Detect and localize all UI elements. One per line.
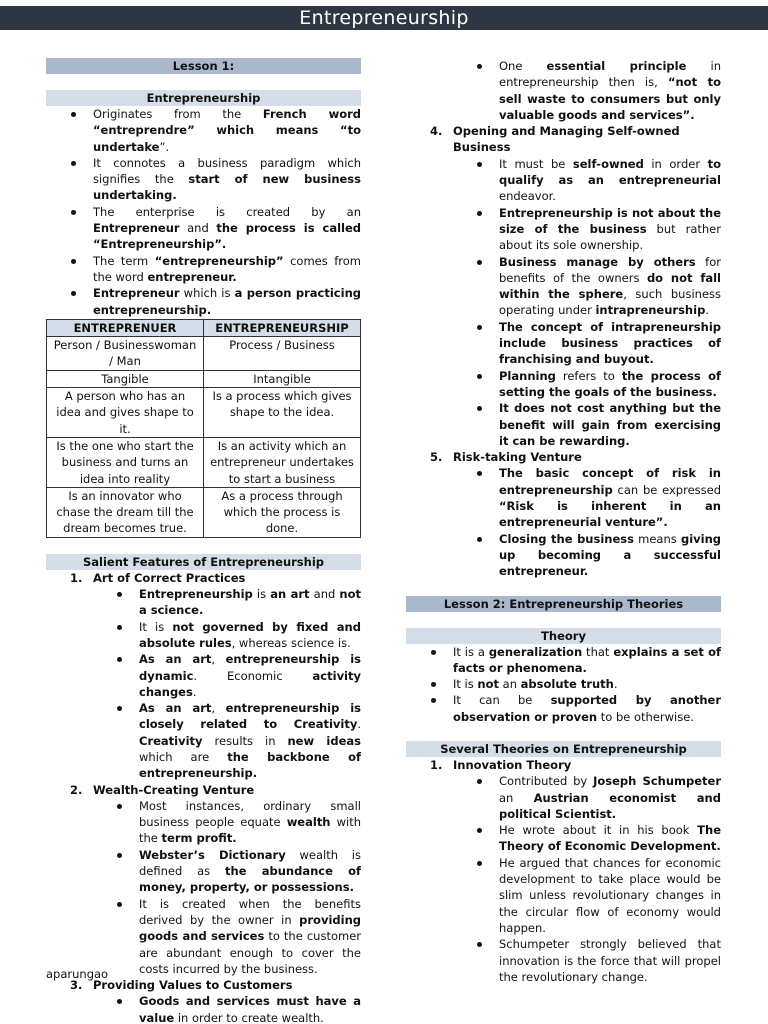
table-cell: Process / Business: [204, 337, 361, 371]
several-theories-heading: Several Theories on Entrepreneurship: [406, 741, 721, 757]
list-item: [93, 570, 361, 782]
right-column: [406, 58, 721, 985]
sub-list: [46, 798, 361, 977]
list-item: It connotes a business paradigm which signifies the start of new business undertaking.: [93, 155, 361, 203]
sub-list: [46, 993, 361, 1024]
list-item: Most instances, ordinary small business people equate wealth with the term profit.: [139, 798, 361, 846]
theories-list: [406, 757, 721, 985]
list-item: Closing the business means giving up becoming a successful entrepreneur.: [499, 531, 721, 579]
list-item: It does not cost anything but the benefit will gain from exercising it can be rewarding.: [499, 401, 721, 448]
list-item: Goods and services must have a value in order to create wealth.: [139, 993, 361, 1024]
table-row: [47, 487, 361, 537]
list-item: The concept of intrapreneurship include business practices of franchising and buyout.: [499, 319, 721, 367]
table-row: [47, 437, 361, 487]
list-item: As an art, entrepreneurship is dynamic. Economic activity changes.: [139, 652, 361, 699]
sub-list: [406, 156, 721, 449]
list-item: It is created when the benefits derived by the owner in providing goods and services to the customer are abundant enough to cover the costs incurred by the business.: [139, 896, 361, 976]
table-header: ENTREPRENEURSHIP: [204, 319, 361, 336]
theory-list: [406, 644, 721, 725]
sub-list: [406, 465, 721, 579]
table-row: [47, 370, 361, 387]
lesson-2-heading: Lesson 2: Entrepreneurship Theories: [406, 596, 721, 612]
list-item: [93, 977, 361, 1024]
comparison-table: [46, 319, 361, 538]
list-item: It is a generalization that explains a set of facts or phenomena.: [453, 644, 721, 675]
list-item: [93, 782, 361, 978]
list-item: It can be supported by another observation or proven to be otherwise.: [453, 693, 721, 724]
list-item: [453, 123, 721, 449]
list-item: He argued that chances for economic development to take place would be slim unless revolutionary changes in the circular flow of economy would happen.: [499, 855, 721, 935]
sub-list: [406, 58, 721, 123]
list-item: [453, 757, 721, 985]
section-title: 2. Wealth-Creating Venture: [93, 782, 361, 798]
salient-features-list: [46, 570, 361, 1024]
salient-features-heading: Salient Features of Entrepreneurship: [46, 554, 361, 570]
list-item: As an art, entrepreneurship is closely related to Creativity. Creativity results in new ideas which are the backbone of entrepreneurship.: [139, 701, 361, 781]
left-column: [46, 58, 361, 1024]
list-item: The term “entrepreneurship” comes from the word entrepreneur.: [93, 253, 362, 284]
list-item: Schumpeter strongly believed that innovation is the force that will propel the revolutionary change.: [499, 937, 721, 984]
list-item: The enterprise is created by an Entrepreneur and the process is called “Entrepreneurship”.: [93, 204, 362, 252]
sub-list: [406, 773, 721, 985]
table-cell: Person / Businesswoman / Man: [47, 337, 204, 371]
list-item: One essential principle in entrepreneurship then is, “not to sell waste to consumers but only valuable goods and services”.: [499, 59, 722, 122]
section-title: 4. Opening and Managing Self-owned Business: [453, 123, 721, 156]
list-item: Webster’s Dictionary wealth is defined as the abundance of money, property, or possessions.: [139, 847, 361, 895]
footer-author: aparungao: [46, 967, 109, 981]
list-item: He wrote about it in his book The Theory of Economic Development.: [499, 823, 721, 854]
table-row: [47, 337, 361, 371]
sub-list: [46, 586, 361, 782]
theory-heading: Theory: [406, 628, 721, 644]
table-cell: Is a process which gives shape to the idea.: [204, 388, 361, 438]
table-cell: Is an innovator who chase the dream till the dream becomes true.: [47, 487, 204, 537]
list-item: Business manage by others for benefits of the owners do not fall within the sphere, such business operating under intrapreneurship.: [499, 254, 722, 318]
list-item: [453, 449, 721, 579]
table-header: ENTREPRENUER: [47, 319, 204, 336]
list-item: The basic concept of risk in entrepreneurship can be expressed “Risk is inherent in an entrepreneurial venture”.: [499, 466, 721, 530]
table-cell: As a process through which the process is done.: [204, 487, 361, 537]
list-item: It must be self-owned in order to qualify as an entrepreneurial endeavor.: [499, 156, 721, 204]
section-title: 1. Art of Correct Practices: [93, 570, 361, 586]
entrepreneurship-heading: Entrepreneurship: [46, 90, 361, 106]
list-item: Entrepreneurship is not about the size of the business but rather about its sole ownership.: [499, 205, 721, 253]
list-item: Contributed by Joseph Schumpeter an Austrian economist and political Scientist.: [499, 774, 721, 821]
lesson-1-heading: Lesson 1:: [46, 58, 361, 74]
list-item: It is not governed by fixed and absolute rules, whereas science is.: [139, 619, 361, 650]
list-item: Entrepreneurship is an art and not a science.: [139, 587, 361, 618]
list-item: Originates from the French word “entreprendre” which means “to undertake”.: [93, 107, 362, 154]
list-item: It is not an absolute truth.: [453, 676, 721, 692]
table-cell: Tangible: [47, 370, 204, 387]
page-title: Entrepreneurship: [0, 6, 768, 30]
salient-features-list-continued: [406, 123, 721, 579]
section-title: 1. Innovation Theory: [453, 757, 721, 773]
section-title: 3. Providing Values to Customers: [93, 977, 361, 993]
table-cell: Is an activity which an entrepreneur undertakes to start a business: [204, 437, 361, 487]
list-item: Planning refers to the process of setting the goals of the business.: [499, 368, 721, 399]
table-cell: Intangible: [204, 370, 361, 387]
table-cell: Is the one who start the business and turns an idea into reality: [47, 437, 204, 487]
list-item: Entrepreneur which is a person practicing entrepreneurship.: [93, 286, 361, 317]
table-row: [47, 388, 361, 438]
section-title: 5. Risk-taking Venture: [453, 449, 721, 465]
table-cell: A person who has an idea and gives shape to it.: [47, 388, 204, 438]
definition-list: [46, 106, 361, 318]
